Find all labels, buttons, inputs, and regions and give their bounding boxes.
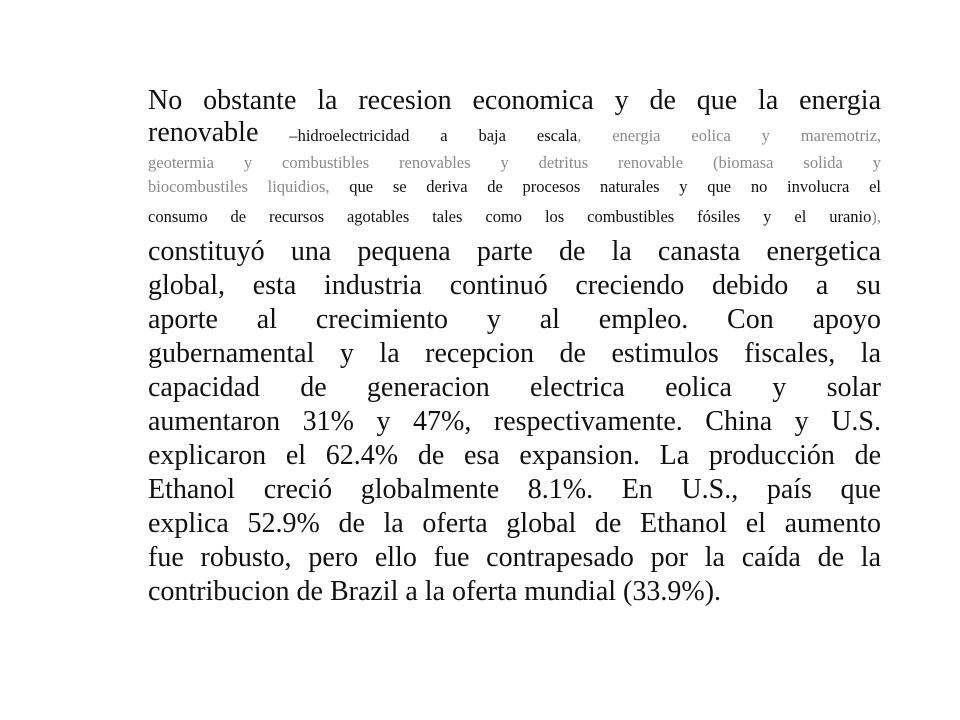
- text-line-6: constituyó una pequena parte de la canasta energetica: [148, 236, 881, 267]
- text-line-8: aporte al crecimiento y al empleo. Con apoyo: [148, 304, 881, 335]
- dash: –: [258, 126, 298, 145]
- text-line-15: fue robusto, pero ello fue contrapesado por la caída de la: [148, 542, 881, 573]
- text-line-3: geotermia y combustibles renovables y detritus renovable (biomasa solida y: [148, 153, 881, 172]
- text-line-5: [148, 199, 881, 235]
- deriva-text: que se deriva de procesos naturales y que no involucra el: [329, 177, 881, 196]
- renovable-word: renovable: [148, 117, 259, 148]
- closing-paren: ),: [871, 207, 881, 226]
- text-line-10: capacidad de generacion electrica eolica y solar: [148, 372, 881, 403]
- consumo-text: consumo de recursos agotables tales como los combustibles fósiles y el uranio: [148, 207, 872, 226]
- hidro-text: hidroelectricidad a baja escala: [297, 126, 578, 145]
- text-line-16: contribucion de Brazil a la oferta mundial (33.9%).: [148, 576, 722, 607]
- text-line-13: Ethanol creció globalmente 8.1%. En U.S., país que: [148, 474, 881, 505]
- text-line-1: No obstante la recesion economica y de que la energia: [148, 85, 881, 116]
- text-line-9: gubernamental y la recepcion de estimulos fiscales, la: [148, 338, 881, 369]
- text-line-4: [148, 175, 881, 199]
- text-line-7: global, esta industria continuó creciendo debido a su: [148, 270, 881, 301]
- text-line-12: explicaron el 62.4% de esa expansion. La producción de: [148, 440, 881, 471]
- text-line-14: explica 52.9% de la oferta global de Ethanol el aumento: [148, 508, 881, 539]
- eolica-text: , energia eolica y maremotriz,: [577, 126, 882, 145]
- body-paragraph: [148, 84, 881, 609]
- text-line-2: [148, 118, 881, 151]
- text-line-11: aumentaron 31% y 47%, respectivamente. China y U.S.: [148, 406, 881, 437]
- biocombustibles-text: biocombustiles liquidios,: [148, 177, 330, 196]
